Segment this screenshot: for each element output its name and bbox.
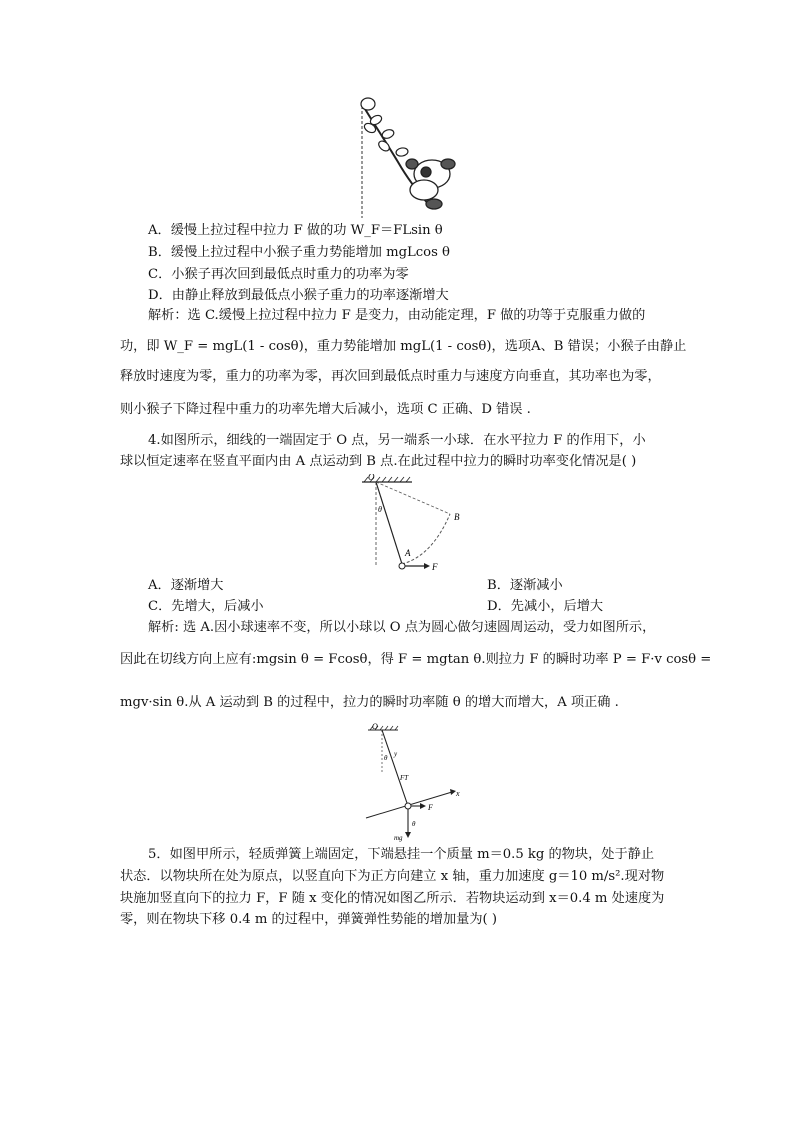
q3-analysis-line: 则小猴子下降过程中重力的功率先增大后减小，选项 C 正确、D 错误 . <box>120 402 531 417</box>
q4-analysis-line: mgv·sin θ.从 A 运动到 B 的过程中，拉力的瞬时功率随 θ 的增大而增大，A 项正确 . <box>120 695 619 710</box>
q4-analysis-line: 解析: 选 A.因小球速率不变，所以小球以 O 点为圆心做匀速圆周运动，受力如图所示， <box>148 620 656 635</box>
label-b: B <box>454 512 460 522</box>
q5-stem-line: 零，则在物块下移 0.4 m 的过程中，弹簧弹性势能的增加量为( ) <box>120 912 498 927</box>
q3-option-c: C．小猴子再次回到最低点时重力的功率为零 <box>148 267 409 282</box>
label-mg: mg <box>394 834 403 842</box>
q3-option-d: D．由静止释放到最低点小猴子重力的功率逐渐增大 <box>148 288 449 303</box>
q4-stem-line: 4.如图所示，细线的一端固定于 O 点，另一端系一小球．在水平拉力 F 的作用下，小 <box>148 433 646 448</box>
q3-analysis-line: 释放时速度为零，重力的功率为零，再次回到最低点时重力与速度方向垂直，其功率也为零， <box>120 369 661 384</box>
q3-option-a: A．缓慢上拉过程中拉力 F 做的功 W_F＝FLsin θ <box>148 223 443 238</box>
q5-stem-line: 状态．以物块所在处为原点，以竖直向下为正方向建立 x 轴，重力加速度 g＝10 m/s².现对物 <box>120 869 665 884</box>
label-ft: FT <box>400 774 409 782</box>
label-theta: θ <box>412 820 416 828</box>
q4-stem-line: 球以恒定速率在竖直平面内由 A 点运动到 B 点.在此过程中拉力的瞬时功率变化情况是( ) <box>120 454 637 469</box>
q3-option-b: B．缓慢上拉过程中小猴子重力势能增加 mgLcos θ <box>148 245 450 260</box>
q5-stem-line: 5．如图甲所示，轻质弹簧上端固定，下端悬挂一个质量 m＝0.5 kg 的物块，处于静止 <box>148 847 655 862</box>
q4-option-d: D．先减小，后增大 <box>487 599 604 614</box>
label-y: y <box>394 750 398 758</box>
label-theta: θ <box>384 754 388 762</box>
label-o: O <box>368 474 375 482</box>
q3-analysis-line: 解析：选 C.缓慢上拉过程中拉力 F 是变力，由动能定理，F 做的功等于克服重力做的 <box>148 308 646 323</box>
q4-option-c: C．先增大，后减小 <box>148 599 264 614</box>
force-diagram-figure <box>362 722 472 844</box>
q4-option-b: B．逐渐减小 <box>487 578 563 593</box>
label-o: O <box>372 722 378 731</box>
q3-analysis-line: 功，即 W_F = mgL(1 - cosθ)，重力势能增加 mgL(1 - cosθ)，选项A、B 错误；小猴子由静止 <box>120 339 687 354</box>
q4-analysis-line: 因此在切线方向上应有:mgsin θ = Fcosθ，得 F = mgtan θ.则拉力 F 的瞬时功率 P = F·v cosθ = <box>120 652 712 667</box>
label-f: F <box>432 562 438 572</box>
label-a: A <box>405 548 411 558</box>
pendulum-figure <box>350 474 480 574</box>
label-f: F <box>428 803 433 812</box>
label-x: x <box>456 789 460 798</box>
q5-stem-line: 块施加竖直向下的拉力 F，F 随 x 变化的情况如图乙所示．若物块运动到 x＝0.4 m 处速度为 <box>120 891 665 906</box>
monkey-vine-figure <box>340 94 470 220</box>
q4-option-a: A．逐渐增大 <box>148 578 224 593</box>
label-theta: θ <box>378 505 382 514</box>
